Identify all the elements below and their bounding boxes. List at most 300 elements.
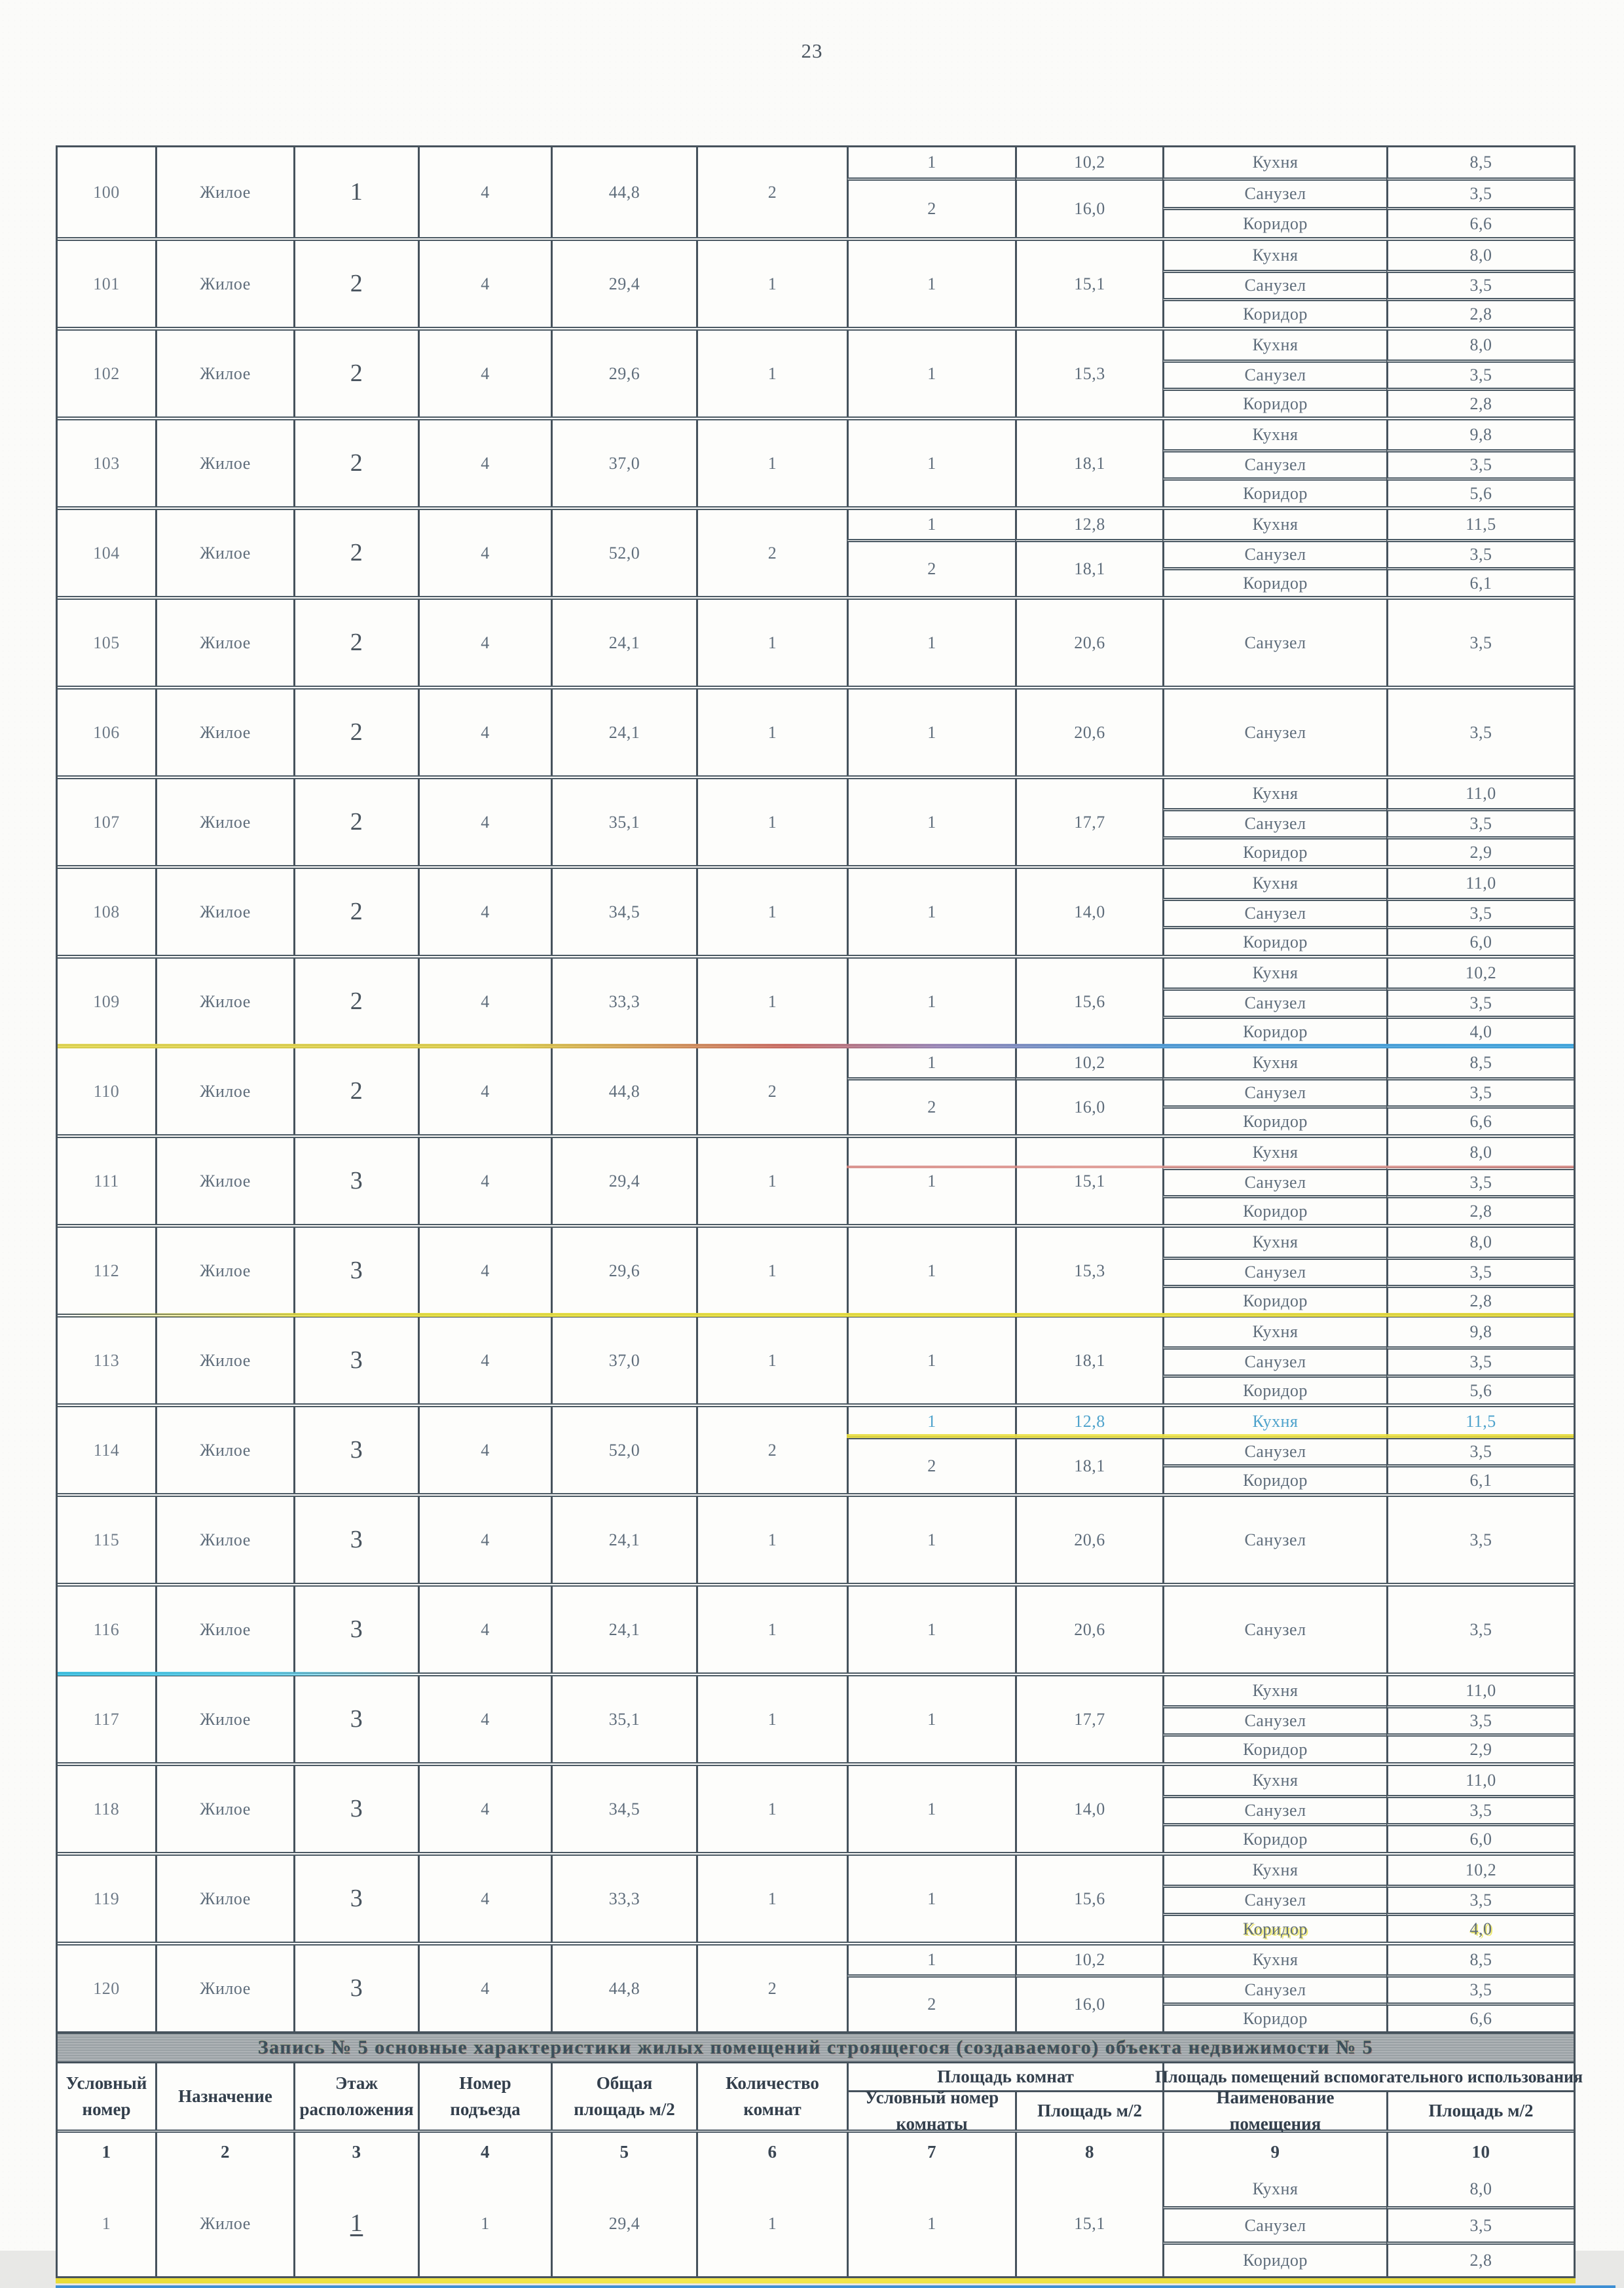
- aux-name: Коридор: [1162, 1016, 1386, 1044]
- header-aux-area: Площадь м/2: [1386, 2092, 1574, 2130]
- rooms-count: 1: [696, 1856, 847, 1942]
- aux-name: Коридор: [1162, 2242, 1386, 2276]
- total-area: 29,4: [551, 241, 696, 327]
- aux-name: Коридор: [1162, 1375, 1386, 1403]
- aux-area: 3,5: [1386, 898, 1574, 927]
- aux-name: Кухня: [1162, 2171, 1386, 2206]
- purpose-label: Жилое: [155, 420, 293, 506]
- entrance-number: 4: [418, 1138, 551, 1224]
- purpose-label: Жилое: [155, 779, 293, 865]
- apt-number: 120: [93, 1978, 120, 1998]
- aux-area: 6,6: [1386, 2002, 1574, 2031]
- apt-number: 109: [93, 991, 120, 1011]
- column-number: 4: [418, 2133, 551, 2171]
- aux-name: Коридор: [1162, 1285, 1386, 1314]
- aux-name: Санузел: [1162, 177, 1386, 208]
- rooms-count: 1: [696, 331, 847, 416]
- floor-number: 2: [293, 600, 418, 686]
- floor-number: 2: [293, 1048, 418, 1134]
- total-area: 29,6: [551, 1228, 696, 1314]
- rooms-count: 1: [696, 420, 847, 506]
- aux-grid: [1162, 1228, 1574, 1314]
- aux-area: 6,0: [1386, 926, 1574, 955]
- aux-area: 3,5: [1386, 1587, 1574, 1672]
- aux-name: Коридор: [1162, 926, 1386, 955]
- room-number: 1: [847, 147, 1015, 177]
- table-row: [58, 686, 1574, 775]
- apt-number: 102: [93, 363, 120, 383]
- aux-name: Санузел: [1162, 690, 1386, 775]
- table-row: [58, 775, 1574, 865]
- apartments-table: [56, 145, 1583, 2278]
- room-number: 2: [847, 1077, 1015, 1134]
- total-area: 29,6: [551, 331, 696, 416]
- table-row: [58, 1403, 1574, 1493]
- aux-name: Санузел: [1162, 2206, 1386, 2241]
- aux-grid: [1162, 869, 1574, 955]
- header-rooms-count: Количество комнат: [696, 2063, 847, 2130]
- aux-area: 3,5: [1386, 1705, 1574, 1734]
- purpose-label: Жилое: [155, 869, 293, 955]
- column-number: 8: [1015, 2133, 1162, 2171]
- floor-number: 1: [293, 2171, 418, 2276]
- purpose-label: Жилое: [155, 147, 293, 237]
- header-entrance: Номер подъезда: [418, 2063, 551, 2130]
- rooms-count: 1: [696, 1676, 847, 1762]
- aux-grid: [1162, 1856, 1574, 1942]
- purpose-label: Жилое: [155, 1856, 293, 1942]
- aux-area: 2,8: [1386, 2242, 1574, 2276]
- aux-name: Санузел: [1162, 1587, 1386, 1672]
- header-room-area: Площадь м/2: [1015, 2092, 1162, 2130]
- total-area: 24,1: [551, 600, 696, 686]
- rooms-count: 1: [696, 1587, 847, 1672]
- header-group-room-areas: Площадь комнат: [847, 2063, 1162, 2092]
- scan-artifact-blue-line: [56, 2285, 1615, 2288]
- aux-name: Коридор: [1162, 388, 1386, 416]
- total-area: 24,1: [551, 1497, 696, 1583]
- floor-number: 2: [293, 959, 418, 1044]
- header-room-number: Условный номер комнаты: [847, 2092, 1015, 2130]
- floor-number: 3: [293, 1407, 418, 1493]
- aux-area: 3,5: [1386, 690, 1574, 775]
- rooms-aux-grid: [847, 510, 1574, 596]
- aux-area: 2,8: [1386, 298, 1574, 327]
- table-row: [58, 1762, 1574, 1852]
- apt-number: 1: [101, 2214, 111, 2234]
- aux-name: Санузел: [1162, 270, 1386, 299]
- aux-area: 3,5: [1386, 2206, 1574, 2241]
- aux-area: 3,5: [1386, 539, 1574, 568]
- total-area: 24,1: [551, 1587, 696, 1672]
- room-area: 16,0: [1015, 177, 1162, 237]
- aux-area: 2,8: [1386, 1285, 1574, 1314]
- header-total-area: Общая площадь м/2: [551, 2063, 696, 2130]
- aux-area: 11,0: [1386, 1676, 1574, 1705]
- apt-number: 104: [93, 543, 120, 563]
- apt-number: 119: [93, 1889, 120, 1908]
- purpose-label: Жилое: [155, 1946, 293, 2031]
- room-area: 20,6: [1015, 600, 1162, 686]
- entrance-number: 4: [418, 1856, 551, 1942]
- floor-number: 3: [293, 1318, 418, 1403]
- rooms-count: 1: [696, 241, 847, 327]
- aux-name: Кухня: [1162, 1766, 1386, 1795]
- column-number: 10: [1386, 2133, 1574, 2171]
- room-area: 20,6: [1015, 1587, 1162, 1672]
- total-area: 52,0: [551, 510, 696, 596]
- purpose-label: Жилое: [155, 241, 293, 327]
- room-number: 1: [847, 420, 1015, 506]
- aux-name: Кухня: [1162, 331, 1386, 360]
- entrance-number: 1: [418, 2171, 551, 2276]
- room-area: 20,6: [1015, 1497, 1162, 1583]
- entrance-number: 4: [418, 331, 551, 416]
- table-row: [58, 1852, 1574, 1942]
- aux-area: 3,5: [1386, 808, 1574, 837]
- aux-name: Кухня: [1162, 1318, 1386, 1346]
- entrance-number: 4: [418, 1228, 551, 1314]
- entrance-number: 4: [418, 1407, 551, 1493]
- apt-number: 114: [93, 1440, 120, 1460]
- room-area: 12,8: [1015, 1407, 1162, 1436]
- aux-area: 3,5: [1386, 1257, 1574, 1285]
- entrance-number: 4: [418, 690, 551, 775]
- rooms-aux-grid: [847, 1048, 1574, 1134]
- total-area: 44,8: [551, 147, 696, 237]
- aux-grid: [1162, 1676, 1574, 1762]
- room-number: 1: [847, 510, 1015, 539]
- apt-number: 107: [93, 812, 120, 832]
- rooms-aux-grid: [847, 1946, 1574, 2031]
- floor-number: 3: [293, 1766, 418, 1852]
- room-area: 17,7: [1015, 1676, 1162, 1762]
- aux-name: Коридор: [1162, 477, 1386, 506]
- aux-name: Санузел: [1162, 1346, 1386, 1375]
- floor-number: 2: [293, 510, 418, 596]
- aux-name: Санузел: [1162, 1885, 1386, 1913]
- room-area: 14,0: [1015, 1766, 1162, 1852]
- aux-name: Санузел: [1162, 539, 1386, 568]
- table-row: [58, 506, 1574, 596]
- aux-area: 9,8: [1386, 420, 1574, 449]
- floor-number: 2: [293, 420, 418, 506]
- aux-area: 3,5: [1386, 1167, 1574, 1196]
- rooms-count: 2: [696, 510, 847, 596]
- column-number: 7: [847, 2133, 1015, 2171]
- aux-grid: [1162, 1766, 1574, 1852]
- floor-number: 3: [293, 1676, 418, 1762]
- apt-number: 101: [93, 274, 120, 293]
- section-5-rows-container: [58, 2171, 1574, 2276]
- aux-name: Кухня: [1162, 959, 1386, 987]
- aux-grid: [1162, 959, 1574, 1044]
- aux-area: 3,5: [1386, 270, 1574, 299]
- room-number: 1: [847, 690, 1015, 775]
- floor-number: 3: [293, 1497, 418, 1583]
- rooms-aux-grid: [847, 1407, 1574, 1493]
- aux-name: Коридор: [1162, 1195, 1386, 1224]
- room-area: 10,2: [1015, 1048, 1162, 1077]
- aux-name: Коридор: [1162, 207, 1386, 237]
- room-number: 1: [847, 2171, 1015, 2276]
- entrance-number: 4: [418, 1318, 551, 1403]
- header-group-aux-areas: Площадь помещений вспомогательного использования: [1162, 2063, 1574, 2092]
- table-row: [58, 327, 1574, 416]
- table-row: [58, 416, 1574, 506]
- section-5-banner: Запись № 5 основные характеристики жилых помещений строящегося (создаваемого) объекта недвижимости № 5: [58, 2031, 1574, 2061]
- rooms-count: 1: [696, 1138, 847, 1224]
- rooms-count: 1: [696, 959, 847, 1044]
- header-aux-name: Наименование помещения: [1162, 2092, 1386, 2130]
- header-conditional-number: Условный номер: [65, 2073, 147, 2119]
- aux-area: 8,0: [1386, 241, 1574, 270]
- aux-area: 3,5: [1386, 987, 1574, 1016]
- aux-area: 5,6: [1386, 1375, 1574, 1403]
- table-row: [58, 955, 1574, 1044]
- scan-artifact-yellow-line: [56, 2278, 1576, 2283]
- column-number: 2: [155, 2133, 293, 2171]
- aux-area: 11,0: [1386, 779, 1574, 808]
- aux-area: 8,0: [1386, 1138, 1574, 1167]
- total-area: 35,1: [551, 1676, 696, 1762]
- room-area: 16,0: [1015, 1974, 1162, 2031]
- column-number: 3: [293, 2133, 418, 2171]
- column-number: 9: [1162, 2133, 1386, 2171]
- aux-name: Санузел: [1162, 1436, 1386, 1465]
- total-area: 33,3: [551, 959, 696, 1044]
- room-area: 15,6: [1015, 1856, 1162, 1942]
- aux-area: 10,2: [1386, 1856, 1574, 1885]
- aux-area: 6,1: [1386, 567, 1574, 596]
- entrance-number: 4: [418, 147, 551, 237]
- apartments-rows-container: [58, 147, 1574, 2031]
- aux-name: Санузел: [1162, 1167, 1386, 1196]
- aux-area: 3,5: [1386, 1497, 1574, 1583]
- aux-name: Кухня: [1162, 147, 1386, 177]
- apt-number: 105: [93, 633, 120, 652]
- total-area: 34,5: [551, 1766, 696, 1852]
- rooms-count: 1: [696, 1497, 847, 1583]
- aux-name: Коридор: [1162, 1105, 1386, 1134]
- rooms-count: 2: [696, 1946, 847, 2031]
- apt-number: 110: [93, 1081, 120, 1101]
- aux-name: Коридор: [1162, 1823, 1386, 1852]
- aux-area: 3,5: [1386, 1885, 1574, 1913]
- aux-name: Санузел: [1162, 1795, 1386, 1824]
- aux-area: 4,0: [1386, 1913, 1574, 1942]
- apt-number: 116: [93, 1619, 120, 1639]
- room-number: 1: [847, 779, 1015, 865]
- room-number: 1: [847, 1228, 1015, 1314]
- rooms-count: 2: [696, 1407, 847, 1493]
- rooms-count: 1: [696, 1318, 847, 1403]
- purpose-label: Жилое: [155, 1318, 293, 1403]
- aux-name: Санузел: [1162, 1497, 1386, 1583]
- apt-number: 118: [93, 1799, 120, 1818]
- purpose-label: Жилое: [155, 2171, 293, 2276]
- table-row: [58, 865, 1574, 955]
- room-number: 1: [847, 1766, 1015, 1852]
- apt-number: 115: [93, 1530, 120, 1549]
- room-number: 2: [847, 539, 1015, 596]
- room-area: 18,1: [1015, 1318, 1162, 1403]
- aux-name: Коридор: [1162, 1464, 1386, 1493]
- purpose-label: Жилое: [155, 1048, 293, 1134]
- aux-area: 4,0: [1386, 1016, 1574, 1044]
- aux-name: Кухня: [1162, 420, 1386, 449]
- apt-number: 111: [94, 1171, 119, 1190]
- aux-area: 3,5: [1386, 449, 1574, 478]
- purpose-label: Жилое: [155, 1676, 293, 1762]
- aux-area: 3,5: [1386, 177, 1574, 208]
- total-area: 37,0: [551, 420, 696, 506]
- aux-name: Санузел: [1162, 360, 1386, 388]
- purpose-label: Жилое: [155, 1587, 293, 1672]
- entrance-number: 4: [418, 779, 551, 865]
- purpose-label: Жилое: [155, 510, 293, 596]
- aux-area: 11,5: [1386, 510, 1574, 539]
- aux-area: 8,5: [1386, 1048, 1574, 1077]
- table-row: [58, 1134, 1574, 1224]
- total-area: 44,8: [551, 1946, 696, 2031]
- apt-number: 100: [93, 182, 120, 202]
- total-area: 29,4: [551, 1138, 696, 1224]
- aux-area: 8,0: [1386, 2171, 1574, 2206]
- entrance-number: 4: [418, 1497, 551, 1583]
- room-number: 1: [847, 600, 1015, 686]
- apt-number: 106: [93, 722, 120, 742]
- room-number: 1: [847, 1946, 1015, 1974]
- entrance-number: 4: [418, 869, 551, 955]
- aux-area: 8,0: [1386, 331, 1574, 360]
- room-area: 10,2: [1015, 1946, 1162, 1974]
- room-number: 1: [847, 1138, 1015, 1224]
- aux-area: 6,6: [1386, 1105, 1574, 1134]
- rooms-count: 1: [696, 779, 847, 865]
- header-purpose: Назначение: [155, 2063, 293, 2130]
- floor-number: 3: [293, 1138, 418, 1224]
- aux-name: Кухня: [1162, 1048, 1386, 1077]
- aux-name: Кухня: [1162, 869, 1386, 898]
- purpose-label: Жилое: [155, 331, 293, 416]
- room-area: 15,1: [1015, 241, 1162, 327]
- purpose-label: Жилое: [155, 1407, 293, 1493]
- floor-number: 2: [293, 779, 418, 865]
- aux-area: 2,9: [1386, 836, 1574, 865]
- aux-area: 3,5: [1386, 600, 1574, 686]
- room-number: 1: [847, 331, 1015, 416]
- floor-number: 3: [293, 1856, 418, 1942]
- section-5-header-row: [58, 2061, 1583, 2133]
- aux-name: Кухня: [1162, 1856, 1386, 1885]
- total-area: 24,1: [551, 690, 696, 775]
- rooms-count: 1: [696, 2171, 847, 2276]
- total-area: 35,1: [551, 779, 696, 865]
- aux-name: Кухня: [1162, 1676, 1386, 1705]
- room-area: 20,6: [1015, 690, 1162, 775]
- entrance-number: 4: [418, 1946, 551, 2031]
- entrance-number: 4: [418, 959, 551, 1044]
- table-row: [58, 147, 1574, 237]
- aux-name: Кухня: [1162, 1946, 1386, 1974]
- table-row: [58, 1044, 1574, 1134]
- room-number: 1: [847, 241, 1015, 327]
- column-number: 6: [696, 2133, 847, 2171]
- aux-name: Санузел: [1162, 449, 1386, 478]
- aux-area: 3,5: [1386, 1974, 1574, 2003]
- room-number: 1: [847, 1587, 1015, 1672]
- aux-name: Санузел: [1162, 1974, 1386, 2003]
- room-number: 2: [847, 1974, 1015, 2031]
- aux-area: 11,0: [1386, 869, 1574, 898]
- purpose-label: Жилое: [155, 600, 293, 686]
- aux-area: 2,8: [1386, 1195, 1574, 1224]
- aux-name: Коридор: [1162, 2002, 1386, 2031]
- aux-area: 8,5: [1386, 147, 1574, 177]
- rooms-count: 1: [696, 1766, 847, 1852]
- aux-name: Санузел: [1162, 600, 1386, 686]
- column-numbers-row: [58, 2130, 1574, 2171]
- aux-name: Кухня: [1162, 510, 1386, 539]
- table-row: [58, 2171, 1574, 2276]
- rooms-count: 2: [696, 1048, 847, 1134]
- table-row: [58, 1314, 1574, 1403]
- apt-number: 103: [93, 453, 120, 473]
- rooms-count: 1: [696, 600, 847, 686]
- total-area: 37,0: [551, 1318, 696, 1403]
- room-area: 17,7: [1015, 779, 1162, 865]
- apt-number: 108: [93, 902, 120, 921]
- aux-name: Коридор: [1162, 836, 1386, 865]
- page-number: 23: [801, 39, 823, 62]
- header-floor: Этаж расположения: [293, 2063, 418, 2130]
- room-number: 1: [847, 869, 1015, 955]
- entrance-number: 4: [418, 1766, 551, 1852]
- aux-name: Кухня: [1162, 241, 1386, 270]
- aux-area: 5,6: [1386, 477, 1574, 506]
- column-number: 1: [101, 2141, 111, 2162]
- aux-name: Кухня: [1162, 1228, 1386, 1257]
- aux-grid: [1162, 1318, 1574, 1403]
- floor-number: 3: [293, 1228, 418, 1314]
- aux-name: Санузел: [1162, 1257, 1386, 1285]
- aux-area: 3,5: [1386, 360, 1574, 388]
- floor-number: 2: [293, 869, 418, 955]
- aux-name: Коридор: [1162, 567, 1386, 596]
- room-number: 2: [847, 1436, 1015, 1493]
- purpose-label: Жилое: [155, 1766, 293, 1852]
- aux-grid: [1162, 779, 1574, 865]
- aux-name: Санузел: [1162, 808, 1386, 837]
- room-area: 15,1: [1015, 1138, 1162, 1224]
- floor-number: 2: [293, 690, 418, 775]
- rooms-count: 1: [696, 1228, 847, 1314]
- room-number: 1: [847, 1318, 1015, 1403]
- room-area: 12,8: [1015, 510, 1162, 539]
- aux-area: 3,5: [1386, 1346, 1574, 1375]
- total-area: 44,8: [551, 1048, 696, 1134]
- aux-area: 3,5: [1386, 1795, 1574, 1824]
- room-area: 18,1: [1015, 420, 1162, 506]
- aux-name: Санузел: [1162, 987, 1386, 1016]
- aux-area: 10,2: [1386, 959, 1574, 987]
- room-area: 15,3: [1015, 1228, 1162, 1314]
- purpose-label: Жилое: [155, 959, 293, 1044]
- aux-grid: [1162, 241, 1574, 327]
- floor-number: 2: [293, 241, 418, 327]
- aux-name: Санузел: [1162, 1077, 1386, 1106]
